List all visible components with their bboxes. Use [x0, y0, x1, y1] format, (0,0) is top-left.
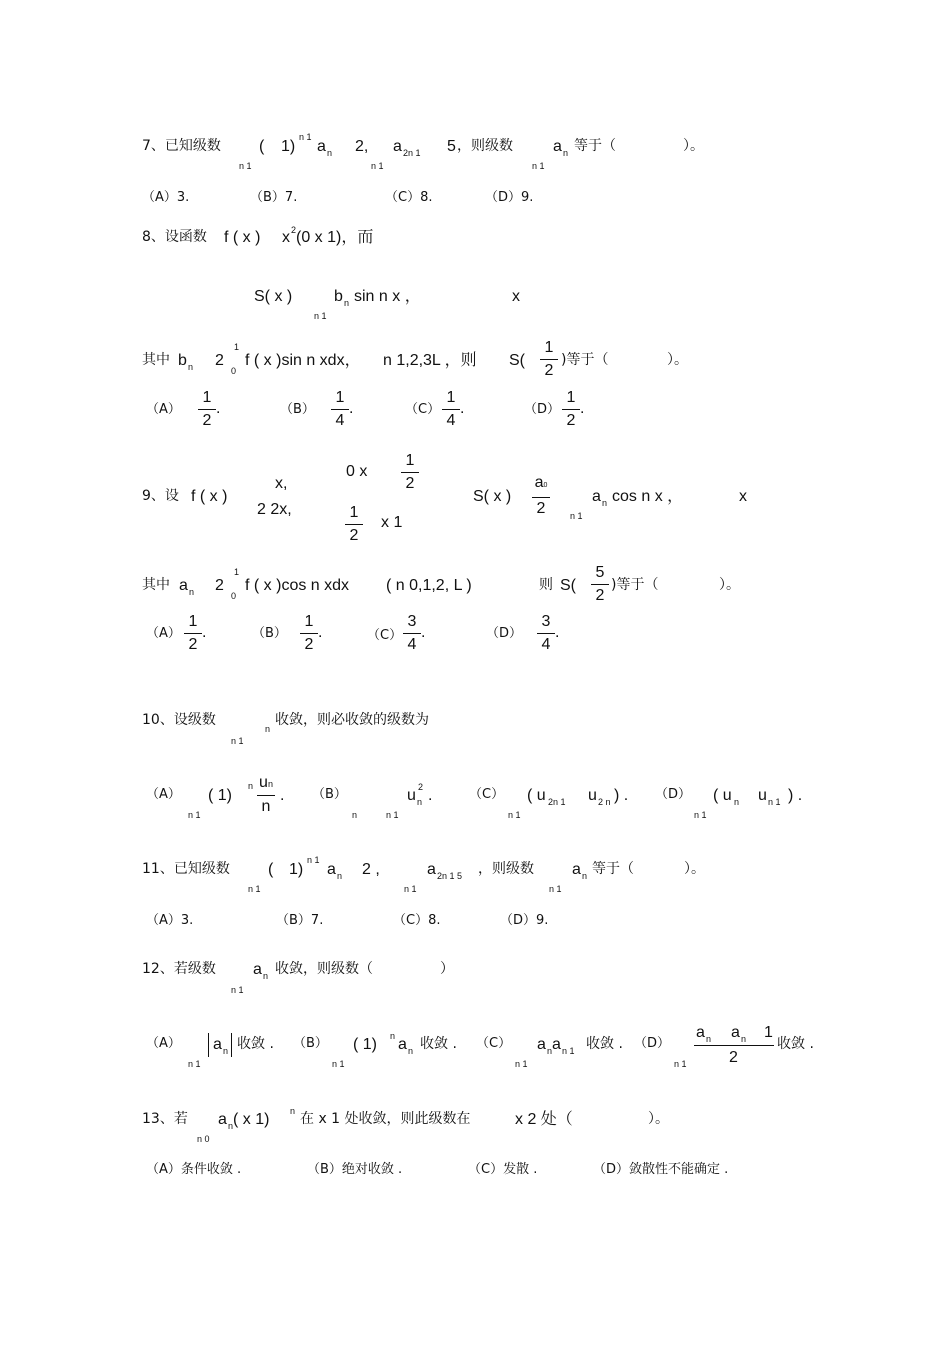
q10-option-b-exp: 2 [418, 782, 424, 792]
q10-option-b-sub: n [417, 797, 423, 807]
q8-option-b-den: 4 [335, 412, 345, 429]
q9-option-c-den: 4 [407, 636, 417, 653]
q8-where: 其中 [142, 352, 170, 368]
q10-option-c-close: ) . [614, 787, 629, 804]
q9-x-domain: x [739, 488, 747, 505]
q9-option-c-dot: . [421, 624, 426, 641]
q10-option-d-close: ) . [788, 787, 803, 804]
q10-option-d-u2: u [758, 787, 767, 804]
q10-option-a-num [255, 774, 277, 793]
q7-option-d[interactable]: （D）9. [485, 190, 534, 205]
q10-option-a-u: u [259, 774, 268, 791]
q9-a0-letter: a [534, 474, 544, 491]
q12-option-c-label: （C） [476, 1036, 512, 1051]
q7-eq2: 2, [355, 138, 369, 155]
q13-expr: ( x 1) [233, 1111, 270, 1128]
q7-minus-one: 1) [281, 138, 296, 155]
q10-option-a-u-sub: n [267, 779, 273, 789]
q8-int-upper: 1 [234, 342, 240, 352]
q8-half-num: 1 [544, 339, 554, 356]
q12-option-a-abs-right [231, 1033, 232, 1057]
q10-option-c-sub1: 2n 1 [548, 797, 566, 807]
q13-option-c[interactable]: （C）发散 . [468, 1162, 538, 1177]
q8-option-b-dot: . [349, 400, 354, 417]
q10-option-d-sub1: n [734, 797, 740, 807]
q8-option-d-label: （D） [524, 402, 561, 417]
q10-u-sub: n [265, 724, 271, 734]
q12-option-d-tail: 收敛 . [777, 1036, 814, 1052]
q8-option-b-frac [329, 389, 354, 430]
q8-close: ）。 [667, 352, 688, 368]
q12-a: a [253, 961, 262, 978]
q9-case1-num: 1 [405, 452, 415, 469]
q10-option-c-u2: u [588, 787, 597, 804]
q11-eq2: 2 , [362, 861, 380, 878]
q10-option-b-dot: . [428, 787, 433, 804]
q13-option-b[interactable]: （B）绝对收敛 . [307, 1162, 403, 1177]
q8-half-den: 2 [544, 362, 554, 379]
q8-fx: f ( x ) [224, 229, 261, 246]
q10-option-a-limit: n 1 [188, 810, 201, 820]
q9-option-a-label: （A） [146, 626, 181, 641]
q11-option-c[interactable]: （C）8. [393, 913, 441, 928]
q12-option-c-a2: a [552, 1036, 561, 1053]
q9-s-num: 5 [595, 564, 605, 581]
q9-a0-sub: 0 [543, 482, 548, 489]
q10-option-c-limit: n 1 [508, 810, 521, 820]
q8-x-domain: x [512, 288, 520, 305]
q13-exp: n [290, 1106, 296, 1116]
q9-case2: 2 2x, [257, 501, 292, 518]
q11-minus-one: 1) [289, 861, 304, 878]
q8-option-a-label: （A） [146, 402, 181, 417]
q8-option-b-label: （B） [280, 402, 315, 417]
q8-ask: )等于（ [561, 352, 609, 368]
q9-case2-num: 1 [349, 504, 359, 521]
q10-option-b-label: （B） [312, 787, 347, 802]
q12-option-a-abs-left [208, 1033, 209, 1057]
q12-option-b-limit: n 1 [332, 1059, 345, 1069]
q12-option-c-limit: n 1 [515, 1059, 528, 1069]
q10-option-c-label: （C） [469, 787, 505, 802]
q8-b2: b [178, 352, 187, 369]
q12-option-c-sub: n [547, 1046, 553, 1056]
q12-option-d-num-a: a [696, 1024, 705, 1041]
q9-option-c-frac [401, 613, 426, 654]
q13-label: 13、若 [142, 1111, 188, 1127]
q9-int-upper: 1 [234, 567, 240, 577]
q9-label: 9、设 [142, 488, 179, 504]
q8-Sx: S( x ) [254, 288, 293, 305]
q7-close: ）。 [683, 138, 704, 154]
q8-option-c-dot: . [460, 400, 465, 417]
q9-option-c-label: （C） [367, 628, 403, 643]
q12-option-a-tail: 收敛 . [237, 1036, 274, 1052]
q10-option-a-dot: . [280, 787, 285, 804]
q9-option-c-num: 3 [407, 613, 417, 630]
q9-case2-den: 2 [349, 527, 359, 544]
q12-option-d-den: 2 [729, 1049, 738, 1066]
q8-option-c-frac [440, 389, 465, 430]
q11-sum1-limit: n 1 [248, 884, 261, 894]
q9-integrand: f ( x )cos n xdx [245, 577, 350, 594]
q7-option-c[interactable]: （C）8. [385, 190, 433, 205]
q7-a2: a [393, 138, 402, 155]
q9-option-b-dot: . [318, 624, 323, 641]
q8-half [538, 339, 560, 380]
q9-a2-sub: n [189, 587, 195, 597]
q7-label: 7、已知级数 [142, 138, 221, 154]
q8-option-c-label: （C） [405, 402, 441, 417]
q12-sum-limit: n 1 [231, 985, 244, 995]
q7-a3-sub: n [563, 148, 569, 158]
q8-b: b [334, 288, 343, 305]
q9-sum-limit: n 1 [570, 511, 583, 521]
q9-a-sub: n [602, 498, 608, 508]
q12-option-b-expr: ( 1) [353, 1036, 377, 1053]
q9-case2-cond: x 1 [381, 514, 403, 531]
q12-option-b-a: a [398, 1036, 407, 1053]
q13-x2: x 2 处（ [515, 1111, 573, 1128]
q9-option-a-den: 2 [188, 636, 198, 653]
q9-option-d-dot: . [555, 624, 560, 641]
q8-option-c-den: 4 [446, 412, 456, 429]
q13-close: ）。 [648, 1111, 669, 1127]
q12-option-a-a: a [213, 1036, 222, 1053]
q10-option-c-expr: ( u [527, 787, 546, 804]
q8-option-d-dot: . [580, 400, 585, 417]
q12-option-a-sub: n [223, 1046, 229, 1056]
q9-a2: a [179, 577, 188, 594]
q7-paren: ( [259, 138, 265, 155]
q8-option-b-num: 1 [335, 389, 345, 406]
q9-option-b-label: （B） [252, 626, 287, 641]
q8-sin: sin n x ， [354, 288, 421, 305]
q7-tail: ，则级数 [457, 138, 513, 154]
q11-ask: 等于（ [592, 861, 634, 877]
q9-option-b-frac [298, 613, 323, 654]
q13-a: a [218, 1111, 227, 1128]
q11-option-b[interactable]: （B）7. [276, 913, 324, 928]
q9-close: ）。 [719, 577, 740, 593]
q9-a0-num [530, 474, 552, 495]
q12-option-d-limit: n 1 [674, 1059, 687, 1069]
q8-x: x [282, 229, 290, 246]
q12-option-b-tail: 收敛 . [420, 1036, 457, 1052]
q8-square: 2 [291, 225, 297, 235]
q9-option-a-frac [182, 613, 207, 654]
q9-option-a-num: 1 [188, 613, 198, 630]
q7-option-b[interactable]: （B）7. [250, 190, 298, 205]
q8-option-d-num: 1 [566, 389, 576, 406]
q10-option-a-pre: ( 1) [208, 787, 232, 804]
q11-a: a [327, 861, 336, 878]
q7-exponent: n 1 [299, 132, 312, 142]
q12-option-d-num-sub2: n [741, 1034, 747, 1044]
q11-tail: ，则级数 [478, 861, 534, 877]
q8-option-a-dot: . [216, 400, 221, 417]
q8-sum-limit: n 1 [314, 311, 327, 321]
q11-a-sub: n [337, 871, 343, 881]
q11-a2: a [427, 861, 436, 878]
q10-option-a-frac [255, 774, 277, 816]
q9-case1-frac [399, 452, 421, 493]
q8-nvals: n 1,2,3L ，则 [383, 352, 477, 369]
q8-label: 8、设函数 [142, 229, 207, 245]
q9-a0-den: 2 [536, 500, 546, 517]
q13-sum-limit: n 0 [197, 1134, 210, 1144]
q9-int-lower: 0 [231, 591, 237, 601]
q13-at: 在 x 1 处收敛，则此级数在 [300, 1111, 471, 1127]
q9-case1-cond: 0 x [346, 463, 368, 480]
q9-Sx: S( x ) [473, 488, 512, 505]
q7-sum2-limit: n 1 [371, 161, 384, 171]
q9-case1-den: 2 [405, 475, 415, 492]
q12-option-d-frac-bar [694, 1045, 774, 1046]
q7-sum3-limit: n 1 [532, 161, 545, 171]
q8-b2-sub: n [188, 362, 194, 372]
q9-option-d-label: （D） [486, 626, 523, 641]
q12-label: 12、若级数 [142, 961, 216, 977]
q7-a: a [317, 138, 326, 155]
q10-label: 10、设级数 [142, 712, 216, 728]
q7-sum1-limit: n 1 [239, 161, 252, 171]
q9-option-b-num: 1 [304, 613, 314, 630]
q7-a2-sub: 2n 1 [403, 148, 421, 158]
q12-option-d-num-one: 1 [764, 1024, 773, 1041]
q7-eq5: 5 [447, 138, 456, 155]
q8-int-lower: 0 [231, 366, 237, 376]
q9-case2-frac [343, 504, 365, 545]
q12-option-d-num-sub: n [706, 1034, 712, 1044]
q7-a3: a [553, 138, 562, 155]
q13-a-sub: n [228, 1121, 234, 1131]
q9-cos: cos n x ， [612, 488, 684, 505]
q11-option-a[interactable]: （A）3. [146, 913, 194, 928]
q12-option-c-sub2: n 1 [562, 1046, 575, 1056]
q9-option-b-den: 2 [304, 636, 314, 653]
q9-then: 则 [539, 577, 553, 593]
q11-a3-sub: n [582, 871, 588, 881]
q12-option-d-label: （D） [634, 1036, 671, 1051]
q12-close: ） [440, 961, 454, 977]
q8-option-d-frac [560, 389, 585, 430]
q7-ask: 等于（ [574, 138, 616, 154]
q9-s-frac [589, 564, 611, 605]
q11-option-d[interactable]: （D）9. [500, 913, 549, 928]
q9-where: 其中 [142, 577, 170, 593]
q10-option-d-sub2: n 1 [768, 797, 781, 807]
q12-option-b-exp: n [390, 1031, 396, 1041]
q10-sum-limit: n 1 [231, 736, 244, 746]
q10-option-d-label: （D） [655, 787, 692, 802]
q7-option-a[interactable]: （A）3. [142, 190, 190, 205]
q9-case1: x, [275, 475, 288, 492]
q12-option-b-sub: n [408, 1046, 414, 1056]
q10-option-b-inner-limit: n [352, 810, 358, 820]
q11-sum2-limit: n 1 [404, 884, 417, 894]
q8-option-a-frac [196, 389, 221, 430]
q12-tail: 收敛，则级数（ [275, 961, 373, 977]
q8-integrand: f ( x )sin n xdx， [245, 352, 361, 369]
q13-option-a[interactable]: （A）条件收敛 . [146, 1162, 242, 1177]
q9-a0-frac [530, 474, 552, 518]
q11-sum3-limit: n 1 [549, 884, 562, 894]
q13-option-d[interactable]: （D）敛散性不能确定 . [593, 1162, 729, 1177]
q9-S: S( [560, 577, 576, 594]
q10-option-d-expr: ( u [713, 787, 732, 804]
q9-a: a [592, 488, 601, 505]
q8-option-a-den: 2 [202, 412, 212, 429]
q9-s-den: 2 [595, 587, 605, 604]
q10-option-c-sub2: 2 n [598, 797, 611, 807]
q9-option-d-den: 4 [541, 636, 551, 653]
q11-exponent: n 1 [307, 855, 320, 865]
q9-option-d-frac [535, 613, 560, 654]
q11-a3: a [572, 861, 581, 878]
q9-nvals: ( n 0,1,2, L ) [386, 577, 472, 594]
q12-a-sub: n [263, 971, 269, 981]
q10-option-a-label: （A） [146, 787, 181, 802]
q11-paren: ( [268, 861, 274, 878]
q8-two: 2 [215, 352, 224, 369]
q11-label: 11、已知级数 [142, 861, 230, 877]
q9-fx: f ( x ) [191, 488, 228, 505]
q8-option-a-num: 1 [202, 389, 212, 406]
q9-option-d-num: 3 [541, 613, 551, 630]
q10-option-a-exp: n [248, 781, 254, 791]
q12-option-c-a: a [537, 1036, 546, 1053]
q8-range: (0 x 1)，而 [296, 229, 374, 246]
q9-two: 2 [215, 577, 224, 594]
q7-a-sub: n [327, 148, 333, 158]
q12-option-d-num-a2: a [731, 1024, 740, 1041]
q12-option-b-label: （B） [293, 1036, 328, 1051]
q10-option-a-den: n [261, 798, 271, 815]
q8-S: S( [509, 352, 525, 369]
q8-b-sub: n [344, 298, 350, 308]
q10-option-d-limit: n 1 [694, 810, 707, 820]
q11-a2-sub: 2n 1 5 [437, 871, 463, 881]
q10-option-b-u: u [407, 787, 416, 804]
q10-tail: 收敛，则必收敛的级数为 [275, 712, 429, 728]
q12-option-a-label: （A） [146, 1036, 181, 1051]
q8-option-d-den: 2 [566, 412, 576, 429]
q9-option-a-dot: . [202, 624, 207, 641]
q10-option-b-limit: n 1 [386, 810, 399, 820]
q12-option-a-limit: n 1 [188, 1059, 201, 1069]
q8-option-c-num: 1 [446, 389, 456, 406]
q12-option-c-tail: 收敛 . [586, 1036, 623, 1052]
q9-ask: )等于（ [611, 577, 659, 593]
q11-close: ）。 [684, 861, 705, 877]
